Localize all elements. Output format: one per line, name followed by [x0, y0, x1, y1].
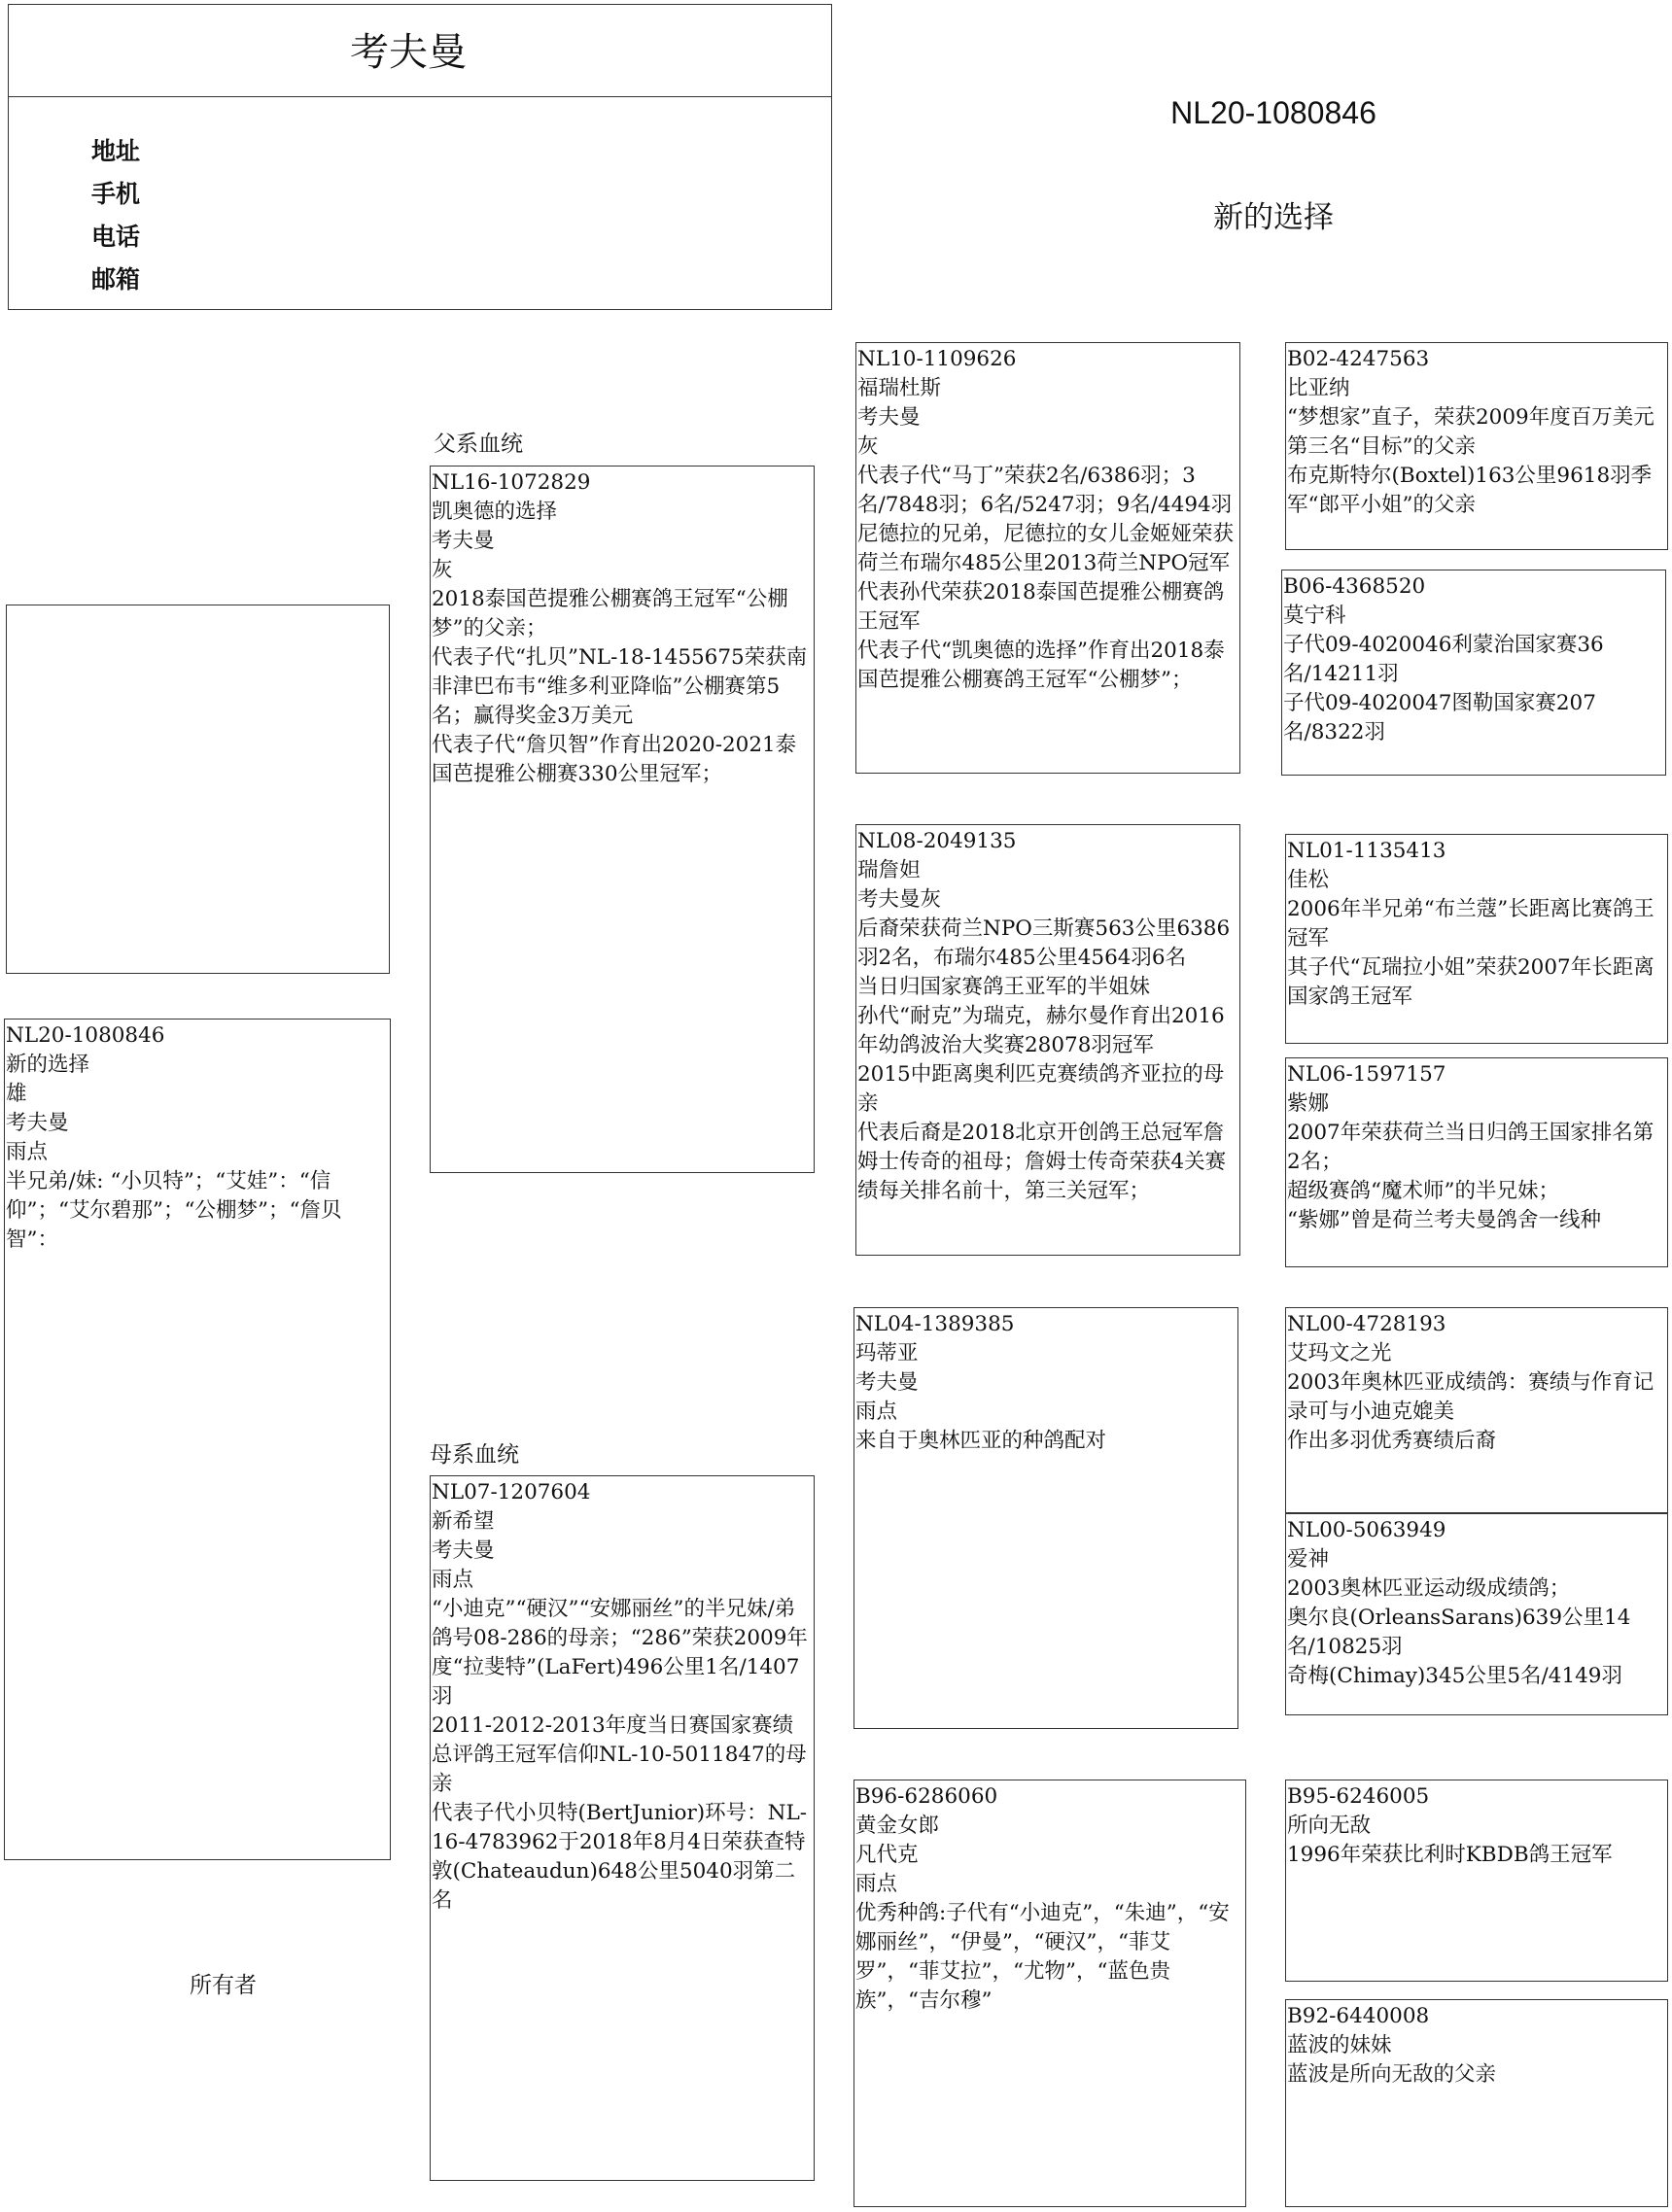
pedigree-line: 2003年奥林匹亚成绩鸽：赛绩与作育记录可与小迪克媲美: [1287, 1370, 1655, 1424]
pedigree-line: 半兄弟/妹: “小贝特”；“艾娃”：“信仰”；“艾尔碧那”；“公棚梦”；“詹贝智”：: [6, 1169, 342, 1252]
pigeon-name: 新希望: [432, 1509, 495, 1534]
owner-title: 考夫曼: [350, 30, 467, 75]
ring-number: NL01-1135413: [1287, 839, 1446, 863]
pedigree-line: 代表子代小贝特(BertJunior)环号：NL-16-4783962于2018年8月4日荣获查特敦(Chateaudun)648公里5040羽第二名: [432, 1801, 807, 1913]
pigeon-name: 紫娜: [1287, 1091, 1330, 1116]
ring-number: B92-6440008: [1287, 2004, 1430, 2028]
contact-phone: 电话: [91, 223, 141, 251]
pigeon-name: 凯奥德的选择: [432, 500, 558, 524]
pedigree-line: 2018泰国芭提雅公棚赛鸽王冠军“公棚梦”的父亲；: [432, 587, 788, 640]
pedigree-line: 代表子代“马丁”荣获2名/6386羽；3名/7848羽；6名/5247羽；9名/4494羽尼德拉的兄弟，尼德拉的女儿金姬娅荣获荷兰布瑞尔485公里2013荷兰NPO冠军: [857, 464, 1235, 575]
ring-number: NL00-4728193: [1287, 1312, 1446, 1336]
pedigree-line: 雨点: [855, 1872, 898, 1896]
pedigree-line: 来自于奥林匹亚的种鸽配对: [855, 1429, 1107, 1453]
pedigree-line: “紫娜”曾是荷兰考夫曼鸽舍一线种: [1287, 1208, 1601, 1232]
pedigree-line: 子代09-4020046利蒙治国家赛36名/14211羽: [1283, 633, 1604, 686]
ring-number: NL04-1389385: [855, 1312, 1015, 1336]
pigeon-name: 莫宁科: [1283, 604, 1346, 628]
pedigree-line: 代表子代“凯奥德的选择”作育出2018泰国芭提雅公棚赛鸽王冠军“公棚梦”；: [857, 639, 1225, 692]
pigeon-name: 新的选择: [6, 1053, 90, 1077]
pedigree-line: 灰: [857, 434, 879, 459]
pedigree-line: 代表孙代荣获2018泰国芭提雅公棚赛鸽王冠军: [857, 580, 1225, 634]
pedigree-line: “小迪克”“硬汉”“安娜丽丝”的半兄妹/弟: [432, 1597, 796, 1621]
great-grandparent-card-1: [1285, 342, 1668, 550]
pedigree-line: 布克斯特尔(Boxtel)163公里9618羽季军“郎平小姐”的父亲: [1287, 464, 1653, 517]
pedigree-line: 1996年荣获比利时KBDB鸽王冠军: [1287, 1843, 1613, 1867]
pigeon-name: 瑞詹妲: [857, 858, 921, 882]
ring-number: B95-6246005: [1287, 1784, 1430, 1809]
pigeon-name: 福瑞杜斯: [857, 376, 942, 400]
pedigree-line: 代表子代“詹贝智”作育出2020-2021泰国芭提雅公棚赛330公里冠军；: [432, 733, 797, 786]
pedigree-line: 考夫曼灰: [857, 887, 942, 912]
pedigree-line: 考夫曼: [432, 529, 495, 553]
pedigree-line: 其子代“瓦瑞拉小姐”荣获2007年长距离国家鸽王冠军: [1287, 955, 1655, 1009]
pedigree-line: 蓝波是所向无敌的父亲: [1287, 2062, 1497, 2087]
maternal-label: 母系血统: [430, 1442, 519, 1468]
photo-placeholder: [6, 605, 390, 974]
pedigree-line: 灰: [432, 558, 453, 582]
pedigree-line: 后裔荣获荷兰NPO三斯赛563公里6386羽2名，布瑞尔485公里4564羽6名: [857, 916, 1231, 970]
great-grandparent-card-3: [1285, 834, 1668, 1044]
pigeon-name: 佳松: [1287, 868, 1330, 892]
pedigree-line: 代表后裔是2018北京开创鸽王总冠军詹姆士传奇的祖母；詹姆士传奇荣获4关赛绩每关排名前十，第三关冠军；: [857, 1121, 1227, 1203]
pigeon-name: 玛蒂亚: [855, 1341, 919, 1365]
contact-mobile: 手机: [91, 180, 141, 208]
owner-label: 所有者: [190, 1973, 257, 1998]
great-grandparent-card-6: [1285, 1513, 1668, 1715]
pedigree-line: 雄: [6, 1082, 27, 1106]
ring-number: NL10-1109626: [857, 347, 1017, 371]
pedigree-line: 考夫曼: [855, 1370, 919, 1395]
subject-card: [4, 1019, 391, 1860]
pigeon-name: 所向无敌: [1287, 1814, 1372, 1838]
pedigree-line: 2003奥林匹亚运动级成绩鸽；: [1287, 1576, 1571, 1601]
contact-block: [91, 130, 140, 301]
pedigree-line: 考夫曼: [432, 1538, 495, 1563]
pigeon-name: 比亚纳: [1287, 376, 1350, 400]
dam-card: [430, 1475, 815, 2181]
ring-number: NL20-1080846: [6, 1023, 165, 1048]
ring-number: B02-4247563: [1287, 347, 1430, 371]
pedigree-line: 超级赛鸽“魔术师”的半兄妹；: [1287, 1179, 1559, 1203]
ring-number: NL16-1072829: [432, 470, 591, 495]
sire-card: [430, 466, 815, 1173]
pigeon-name-title: 新的选择: [1213, 200, 1334, 235]
great-grandparent-card-7: [1285, 1780, 1668, 1982]
ring-number: NL07-1207604: [432, 1480, 591, 1504]
pedigree-line: 凡代克: [855, 1843, 919, 1867]
granddam-maternal-card: [853, 1780, 1246, 2207]
granddam-paternal-card: [855, 824, 1240, 1256]
pedigree-line: 2015中距离奥利匹克赛绩鸽齐亚拉的母亲: [857, 1062, 1225, 1116]
pigeon-name: 爱神: [1287, 1547, 1330, 1572]
pedigree-line: 鸽号08-286的母亲；“286”荣获2009年度“拉斐特”(LaFert)496公里1名/1407羽: [432, 1626, 808, 1709]
pedigree-line: 代表子代“扎贝”NL-18-1455675荣获南非津巴布韦“维多利亚降临”公棚赛第5名；赢得奖金3万美元: [432, 645, 808, 728]
ring-number: NL08-2049135: [857, 829, 1017, 853]
contact-address: 地址: [91, 137, 141, 165]
ring-number: B96-6286060: [855, 1784, 998, 1809]
pigeon-name: 黄金女郎: [855, 1814, 940, 1838]
pedigree-line: 作出多羽优秀赛绩后裔: [1287, 1429, 1497, 1453]
pedigree-line: 雨点: [432, 1568, 474, 1592]
grandsire-maternal-card: [853, 1307, 1238, 1729]
ring-number: NL06-1597157: [1287, 1062, 1446, 1087]
contact-email: 邮箱: [91, 265, 141, 294]
ring-number: NL00-5063949: [1287, 1518, 1446, 1542]
pedigree-line: 考夫曼: [6, 1111, 69, 1135]
pedigree-line: 2011-2012-2013年度当日赛国家赛绩总评鸽王冠军信仰NL-10-5011847的母亲: [432, 1713, 807, 1796]
pedigree-line: 雨点: [855, 1400, 898, 1424]
ring-number: B06-4368520: [1283, 574, 1426, 599]
pedigree-line: 雨点: [6, 1140, 49, 1164]
pigeon-name: 蓝波的妹妹: [1287, 2033, 1392, 2057]
pigeon-name: 艾玛文之光: [1287, 1341, 1392, 1365]
pedigree-line: “梦想家”直子，荣获2009年度百万美元第三名“目标”的父亲: [1287, 405, 1655, 459]
pedigree-line: 奇梅(Chimay)345公里5名/4149羽: [1287, 1664, 1622, 1688]
pedigree-line: 2006年半兄弟“布兰蔻”长距离比赛鸽王冠军: [1287, 897, 1655, 950]
pedigree-line: 当日归国家赛鸽王亚军的半姐妹: [857, 975, 1151, 999]
ring-number-title: NL20-1080846: [1170, 95, 1376, 130]
pedigree-line: 优秀种鸽:子代有“小迪克”，“朱迪”，“安娜丽丝”，“伊曼”，“硬汉”，“菲艾罗”，“菲艾拉”，“尤物”，“蓝色贵族”，“吉尔穆”: [855, 1901, 1230, 2013]
pedigree-line: 2007年荣获荷兰当日归鸽王国家排名第2名；: [1287, 1121, 1655, 1174]
pedigree-line: 孙代“耐克”为瑞克，赫尔曼作育出2016年幼鸽波治大奖赛28078羽冠军: [857, 1004, 1225, 1057]
great-grandparent-card-8: [1285, 1999, 1668, 2207]
pedigree-line: 考夫曼: [857, 405, 921, 430]
great-grandparent-card-4: [1285, 1057, 1668, 1267]
great-grandparent-card-2: [1281, 570, 1666, 776]
pedigree-line: 子代09-4020047图勒国家赛207名/8322羽: [1283, 691, 1596, 744]
pedigree-line: 奥尔良(OrleansSarans)639公里14名/10825羽: [1287, 1606, 1631, 1659]
grandsire-paternal-card: [855, 342, 1240, 774]
paternal-label: 父系血统: [434, 432, 523, 457]
great-grandparent-card-5: [1285, 1307, 1668, 1513]
